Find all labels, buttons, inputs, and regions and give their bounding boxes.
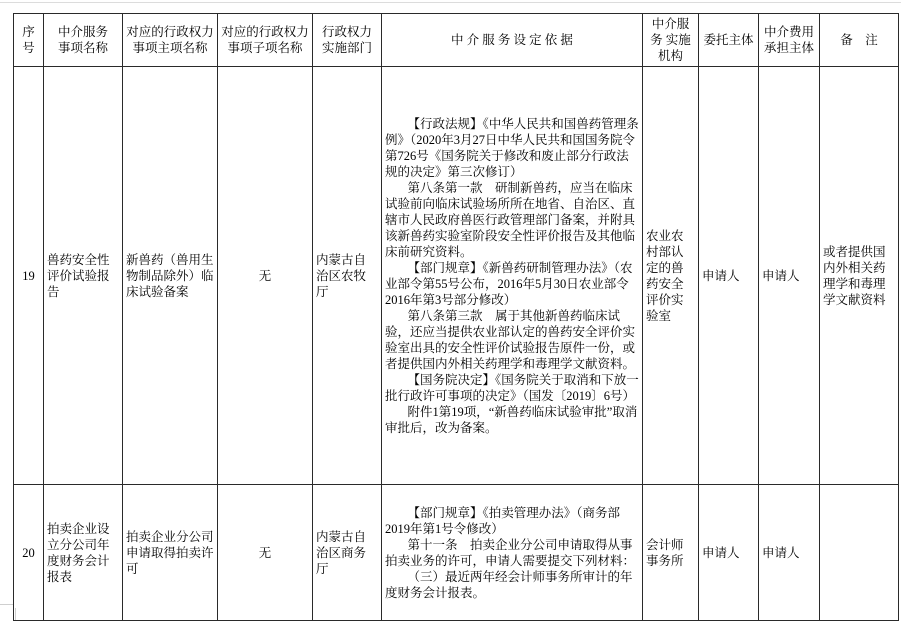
principal-value: 申请人 (702, 268, 740, 283)
fee-bearer-value: 申请人 (762, 545, 800, 560)
col-header-main-item-label: 对应的行政权力 事项主项名称 (126, 25, 214, 55)
agency-value: 农业农村部认定的兽药安全评价实验室 (646, 228, 684, 323)
cell-principal (699, 485, 759, 621)
basis-paragraph: 第八条第一款 研制新兽药，应当在临床试验前向临床试验场所所在地省、自治区、直辖市人民政府兽医行政管理部门备案，并附具该新兽药实验室阶段安全性评价报告及其他临床前研究资料。 (385, 180, 636, 259)
basis-paragraph: 附件1第19项，“新兽药临床试验审批”取消审批后，改为备案。 (385, 404, 638, 435)
col-header-remark (820, 14, 899, 67)
table-row-20 (14, 485, 899, 621)
cell-basis (382, 485, 643, 621)
col-header-sub-item-label: 对应的行政权力 事项子项名称 (221, 25, 309, 55)
cell-sub-item (218, 67, 313, 485)
main-item-value: 拍卖企业分公司申请取得拍卖许可 (126, 529, 214, 576)
department-value: 内蒙古自治区农牧厅 (316, 252, 367, 299)
cell-remark (820, 485, 899, 621)
page-crop-line-bottom-left (0, 604, 14, 605)
cell-principal (699, 67, 759, 485)
basis-paragraph: 【部门规章】《拍卖管理办法》（商务部2019年第1号令修改） (385, 505, 621, 536)
col-header-agency (643, 14, 699, 67)
cell-main-item (123, 485, 218, 621)
cell-basis (382, 67, 643, 485)
cell-service-name (44, 485, 123, 621)
col-header-department (313, 14, 382, 67)
col-header-main-item (123, 14, 218, 67)
basis-paragraph: 【行政法规】《中华人民共和国兽药管理条例》（2020年3月27日中华人民共和国国务院令第726号《国务院关于修改和废止部分行政法规的决定》第三次修订） (385, 116, 639, 179)
col-header-serial-label: 序号 (22, 25, 35, 55)
col-header-fee-bearer-label: 中介费用 承担主体 (763, 25, 814, 55)
serial-value: 19 (22, 268, 35, 283)
cell-department (313, 485, 382, 621)
col-header-agency-label: 中介服务 实施机构 (650, 17, 691, 63)
col-header-department-label: 行政权力 实施部门 (321, 25, 372, 55)
cell-agency (643, 485, 699, 621)
col-header-principal (699, 14, 759, 67)
fee-bearer-value: 申请人 (762, 268, 800, 283)
cell-main-item (123, 67, 218, 485)
intermediary-services-table (13, 13, 899, 621)
cell-serial (14, 485, 44, 621)
department-value: 内蒙古自治区商务厅 (316, 529, 367, 576)
cell-serial (14, 67, 44, 485)
header-row (14, 14, 899, 67)
page-crop-line-top (0, 2, 901, 3)
col-header-service-name (44, 14, 123, 67)
basis-paragraph: 第八条第三款 属于其他新兽药临床试验，还应当提供农业部认定的兽药安全评价实验室出具的安全性评价试验报告原件一份，或者提供国内外相关药理学和毒理学文献资料。 (385, 308, 636, 371)
remark-value: 或者提供国内外相关药理学和毒理学文献资料 (823, 244, 886, 307)
table-row-19 (14, 67, 899, 485)
col-header-service-name-label: 中介服务 事项名称 (57, 25, 108, 55)
col-header-sub-item (218, 14, 313, 67)
agency-value: 会计师事务所 (646, 537, 684, 568)
col-header-fee-bearer (759, 14, 820, 67)
principal-value: 申请人 (702, 545, 740, 560)
col-header-remark-label: 备 注 (840, 33, 878, 47)
col-header-basis-label: 中 介 服 务 设 定 依 据 (451, 33, 573, 47)
col-header-serial (14, 14, 44, 67)
cell-fee-bearer (759, 67, 820, 485)
cell-remark (820, 67, 899, 485)
serial-value: 20 (22, 545, 35, 560)
basis-paragraph: （三）最近两年经会计师事务所审计的年度财务会计报表。 (385, 569, 633, 600)
sub-item-value: 无 (258, 545, 272, 560)
sub-item-value: 无 (258, 268, 272, 283)
service-name-value: 拍卖企业设立分公司年度财务会计报表 (47, 521, 110, 584)
basis-paragraph: 【国务院决定】《国务院关于取消和下放一批行政许可事项的决定》（国发〔2019〕6号） (385, 372, 639, 403)
col-header-basis (382, 14, 643, 67)
cell-fee-bearer (759, 485, 820, 621)
cell-department (313, 67, 382, 485)
cell-sub-item (218, 485, 313, 621)
basis-paragraph: 第十一条 拍卖企业分公司申请取得从事拍卖业务的许可，申请人需要提交下列材料： (385, 537, 636, 568)
basis-paragraph: 【部门规章】《新兽药研制管理办法》（农业部令第55号公布，2016年5月30日农业部令2016年第3号部分修改） (385, 260, 633, 307)
cell-service-name (44, 67, 123, 485)
service-name-value: 兽药安全性评价试验报告 (47, 252, 110, 299)
cell-agency (643, 67, 699, 485)
col-header-principal-label: 委托主体 (703, 33, 754, 47)
main-item-value: 新兽药（兽用生物制品除外）临床试验备案 (126, 252, 214, 299)
